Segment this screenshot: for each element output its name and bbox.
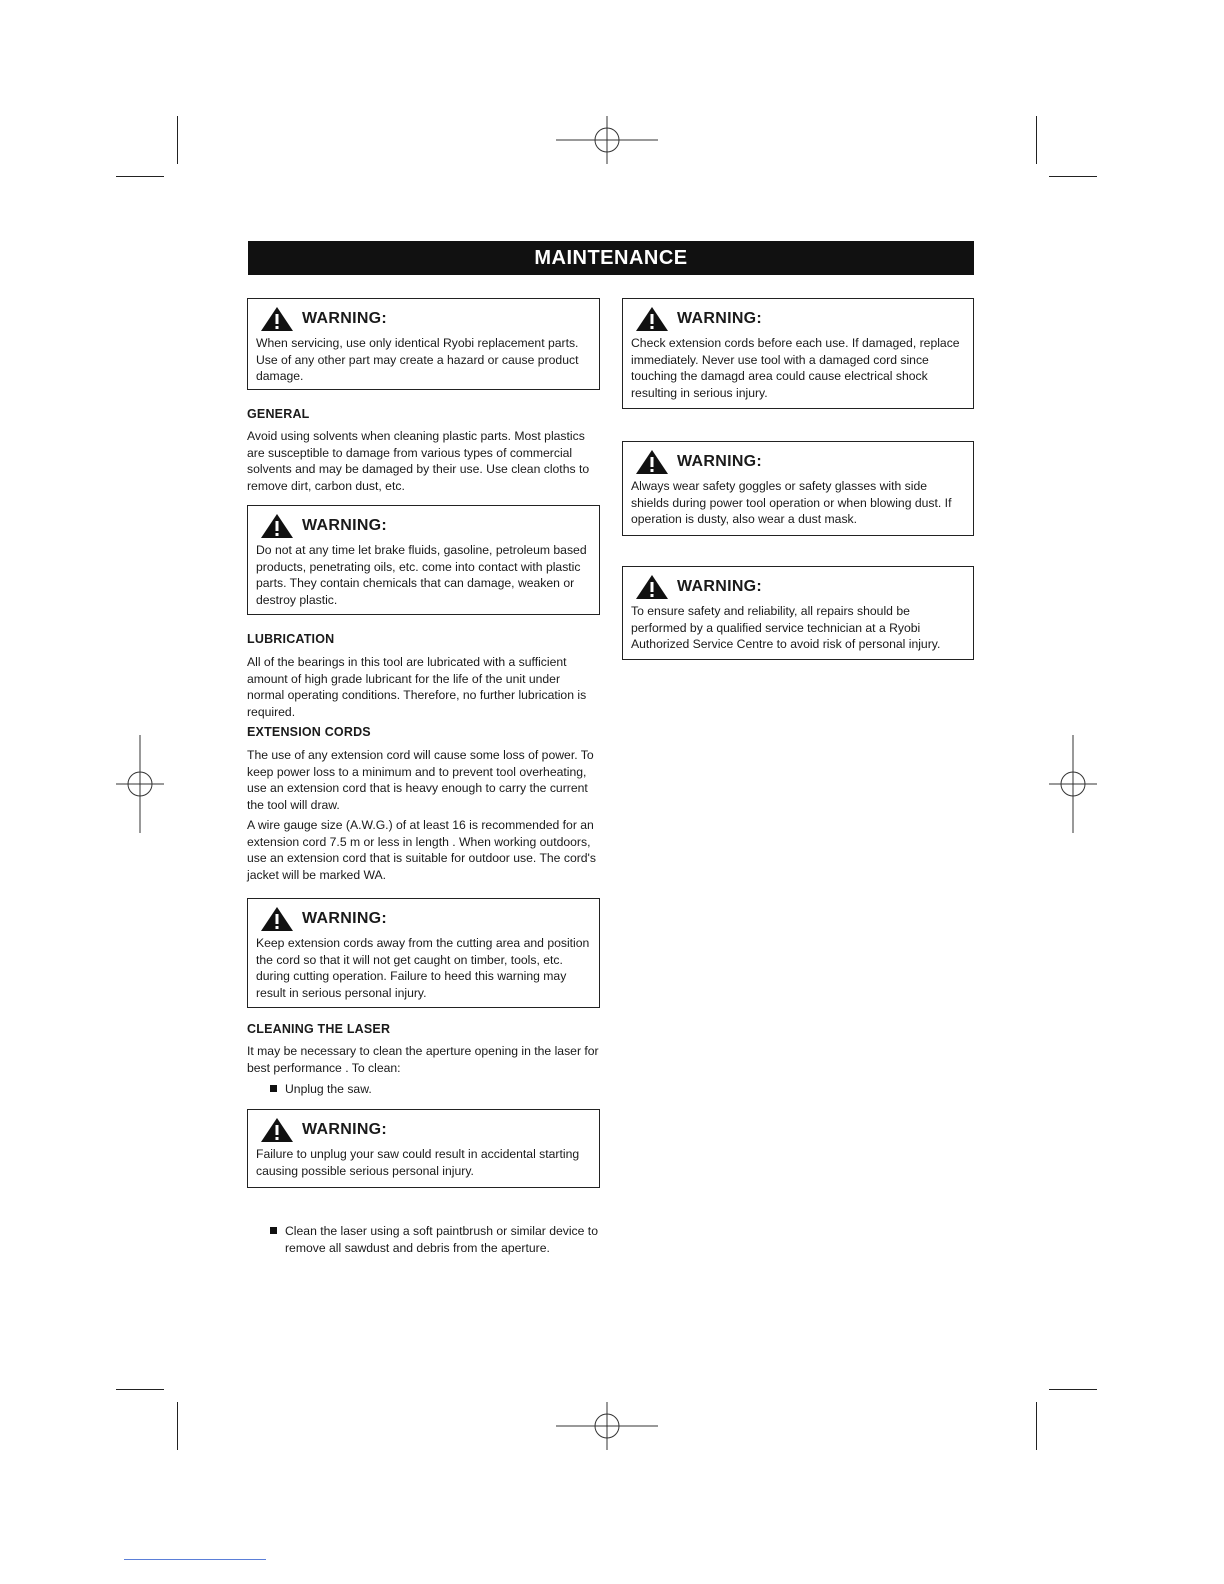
warning-triangle-icon (635, 449, 669, 475)
general-paragraph: Avoid using solvents when cleaning plastic parts. Most plastics are susceptible to damage from various types of commercial solvents and may be damaged by their use. Use clean cloths to remove dirt, carbon dust, etc. (247, 429, 590, 493)
crop-mark (116, 1389, 164, 1390)
lubrication-paragraph: All of the bearings in this tool are lubricated with a sufficient amount of high grade lubricant for the life of the unit under normal operating conditions. Therefore, no further lubrication is required. (247, 655, 587, 719)
warning-triangle-icon (635, 574, 669, 600)
crop-mark (1049, 1389, 1097, 1390)
registration-target-icon (556, 116, 658, 164)
warning-box (247, 298, 600, 390)
cleaning-laser-paragraph: It may be necessary to clean the aperture opening in the laser for best performance . To clean: (247, 1044, 599, 1075)
section-heading-extension-cords: EXTENSION CORDS (247, 725, 371, 739)
warning-text: Do not at any time let brake fluids, gasoline, petroleum based products, penetrating oils, etc. come into contact with plastic parts. They contain chemicals that can damage, weaken or destroy plastic. (256, 543, 587, 607)
list-item (270, 1223, 600, 1256)
crop-mark (1036, 1402, 1037, 1450)
footer-rule (124, 1559, 266, 1560)
warning-text: To ensure safety and reliability, all repairs should be performed by a qualified service technician at a Ryobi Authorized Service Centre to avoid risk of personal injury. (631, 604, 941, 652)
warning-heading: WARNING: (302, 310, 388, 327)
warning-triangle-icon (260, 906, 294, 932)
crop-mark (1049, 176, 1097, 177)
section-heading-cleaning-laser: CLEANING THE LASER (247, 1022, 391, 1036)
registration-target-icon (556, 1402, 658, 1450)
warning-triangle-icon (260, 1117, 294, 1143)
crop-mark (1036, 116, 1037, 164)
registration-target-icon (1049, 735, 1097, 833)
section-heading-lubrication: LUBRICATION (247, 632, 335, 646)
warning-triangle-icon (260, 306, 294, 332)
warning-heading: WARNING: (302, 1121, 388, 1138)
registration-target-icon (116, 735, 164, 833)
warning-box (247, 898, 600, 1008)
warning-box (247, 505, 600, 615)
warning-triangle-icon (260, 513, 294, 539)
warning-triangle-icon (635, 306, 669, 332)
warning-text: When servicing, use only identical Ryobi replacement parts. Use of any other part may create a hazard or cause product damage. (256, 336, 579, 384)
warning-box (622, 298, 974, 409)
warning-text: Always wear safety goggles or safety glasses with side shields during power tool operation or when blowing dust. If operation is dusty, also wear a dust mask. (631, 479, 952, 527)
list-item-text: Unplug the saw. (285, 1082, 372, 1096)
warning-text: Check extension cords before each use. If damaged, replace immediately. Never use tool with a damaged cord since touching the damagd area could cause electrical shock resulting in serious injury. (631, 336, 960, 400)
extension-cords-paragraph: A wire gauge size (A.W.G.) of at least 16 is recommended for an extension cord 7.5 m or less in length . When working outdoors, use an extension cord that is suitable for outdoor use. The cord's jacket will be marked WA. (247, 818, 596, 882)
list-item-text: Clean the laser using a soft paintbrush or similar device to remove all sawdust and debris from the aperture. (285, 1224, 598, 1255)
warning-heading: WARNING: (677, 453, 763, 470)
warning-heading: WARNING: (677, 310, 763, 327)
warning-text: Failure to unplug your saw could result in accidental starting causing possible serious personal injury. (256, 1147, 580, 1178)
warning-heading: WARNING: (302, 910, 388, 927)
extension-cords-paragraph: The use of any extension cord will cause some loss of power. To keep power loss to a minimum and to prevent tool overheating, use an extension cord that is heavy enough to carry the current the tool will draw. (247, 748, 594, 812)
warning-text: Keep extension cords away from the cutting area and position the cord so that it will not get caught on timber, tools, etc. during cutting operation. Failure to heed this warning may result in serious personal injury. (256, 936, 590, 1000)
crop-mark (177, 116, 178, 164)
section-title-banner: MAINTENANCE (248, 241, 974, 275)
crop-mark (177, 1402, 178, 1450)
warning-box (247, 1109, 600, 1188)
list-item (270, 1081, 600, 1098)
bullet-square-icon (270, 1227, 277, 1234)
warning-box (622, 566, 974, 660)
warning-box (622, 441, 974, 536)
section-heading-general: GENERAL (247, 407, 310, 421)
crop-mark (116, 176, 164, 177)
warning-heading: WARNING: (302, 517, 388, 534)
warning-heading: WARNING: (677, 578, 763, 595)
bullet-square-icon (270, 1085, 277, 1092)
